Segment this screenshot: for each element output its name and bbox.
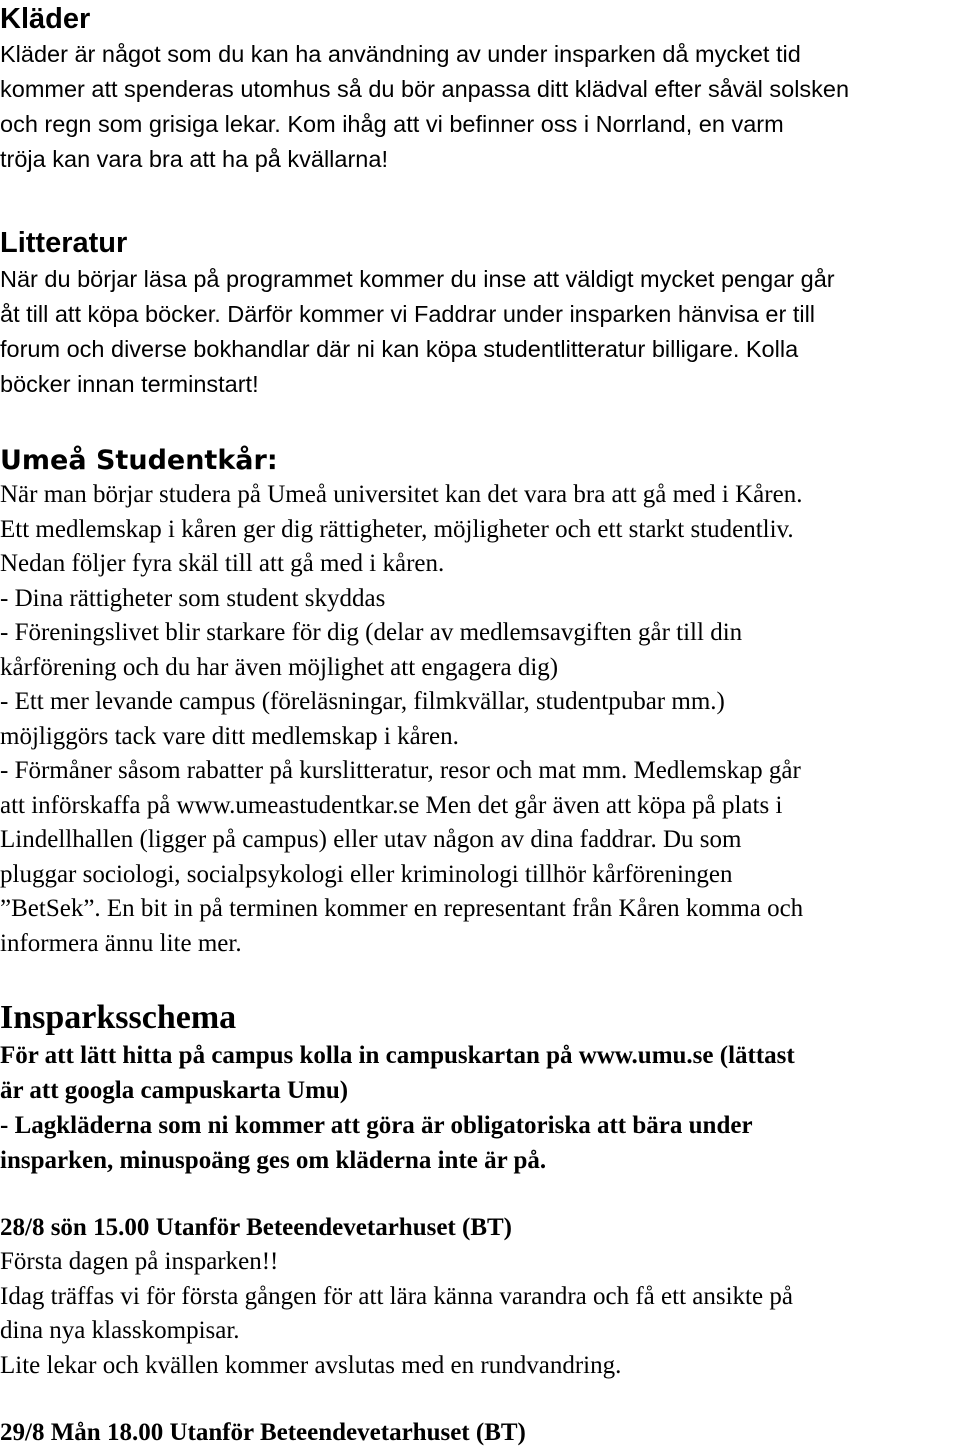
text-line: Ett medlemskap i kåren ger dig rättigheter, möjligheter och ett starkt studentliv. [0, 515, 794, 543]
text-line: informera ännu lite mer. [0, 929, 242, 957]
text-line: - Lagkläderna som ni kommer att göra är obligatoriska att bära under [0, 1112, 753, 1139]
schedule-day-title: 28/8 sön 15.00 Utanför Beteendevetarhuset (BT) [0, 1214, 512, 1241]
text-line: Nedan följer fyra skäl till att gå med i kåren. [0, 550, 445, 577]
text-line: åt till att köpa böcker. Därför kommer vi Faddrar under insparken hänvisa er till [0, 301, 816, 327]
text-line: och regn som grisiga lekar. Kom ihåg att vi befinner oss i Norrland, en varm [0, 111, 784, 137]
section-litteratur [0, 226, 960, 260]
paragraph-studentkar [0, 478, 960, 961]
heading-klader: Kläder [0, 3, 91, 35]
text-line: Idag träffas vi för första gången för att lära känna varandra och få ett ansikte på [0, 1282, 793, 1310]
text-line: För att lätt hitta på campus kolla in campuskartan på www.umu.se (lättast [0, 1042, 795, 1069]
text-line: Lite lekar och kvällen kommer avslutas med en rundvandring. [0, 1351, 622, 1379]
text-line: insparken, minuspoäng ges om kläderna inte är på. [0, 1147, 547, 1174]
text-line: möjliggörs tack vare ditt medlemskap i kåren. [0, 722, 459, 750]
heading-studentkar: Umeå Studentkår: [0, 445, 278, 476]
text-line: Första dagen på insparken!! [0, 1248, 279, 1275]
text-line: Kläder är något som du kan ha användning av under insparken då mycket tid [0, 41, 801, 67]
schedule-day-title: 29/8 Mån 18.00 Utanför Beteendevetarhuset (BT) [0, 1419, 526, 1446]
paragraph-klader [0, 37, 960, 177]
text-line: böcker innan terminstart! [0, 371, 259, 397]
text-line: - Förmåner såsom rabatter på kurslitteratur, resor och mat mm. Medlemskap går [0, 757, 801, 784]
section-studentkar [0, 444, 960, 478]
schedule-day-1 [0, 1210, 960, 1383]
schedule-day-2 [0, 1415, 960, 1450]
text-line: forum och diverse bokhandlar där ni kan köpa studentlitteratur billigare. Kolla [0, 336, 799, 362]
text-line: När du börjar läsa på programmet kommer du inse att väldigt mycket pengar går [0, 266, 835, 292]
text-line: kommer att spenderas utomhus så du bör anpassa ditt klädval efter såväl solsken [0, 76, 850, 102]
text-line: dina nya klasskompisar. [0, 1317, 240, 1344]
text-line: att införskaffa på www.umeastudentkar.se Men det går även att köpa på plats i [0, 791, 783, 819]
paragraph-schema-intro [0, 1038, 960, 1178]
section-insparksschema [0, 998, 960, 1038]
text-line: - Ett mer levande campus (föreläsningar, filmkvällar, studentpubar mm.) [0, 688, 725, 715]
text-line: kårförening och du har även möjlighet att engagera dig) [0, 653, 559, 681]
text-line: pluggar sociologi, socialpsykologi eller kriminologi tillhör kårföreningen [0, 860, 733, 888]
text-line: - Dina rättigheter som student skyddas [0, 584, 386, 612]
text-line: - Föreningslivet blir starkare för dig (delar av medlemsavgiften går till din [0, 619, 743, 646]
text-line: tröja kan vara bra att ha på kvällarna! [0, 146, 388, 172]
text-line: När man börjar studera på Umeå universitet kan det vara bra att gå med i Kåren. [0, 481, 803, 508]
text-line: är att googla campuskarta Umu) [0, 1077, 349, 1104]
text-line: Lindellhallen (ligger på campus) eller utav någon av dina faddrar. Du som [0, 826, 742, 853]
heading-litteratur: Litteratur [0, 227, 128, 259]
heading-insparksschema: Insparksschema [0, 999, 237, 1036]
section-klader [0, 2, 960, 36]
paragraph-litteratur [0, 262, 960, 402]
text-line: ”BetSek”. En bit in på terminen kommer en representant från Kåren komma och [0, 895, 804, 922]
